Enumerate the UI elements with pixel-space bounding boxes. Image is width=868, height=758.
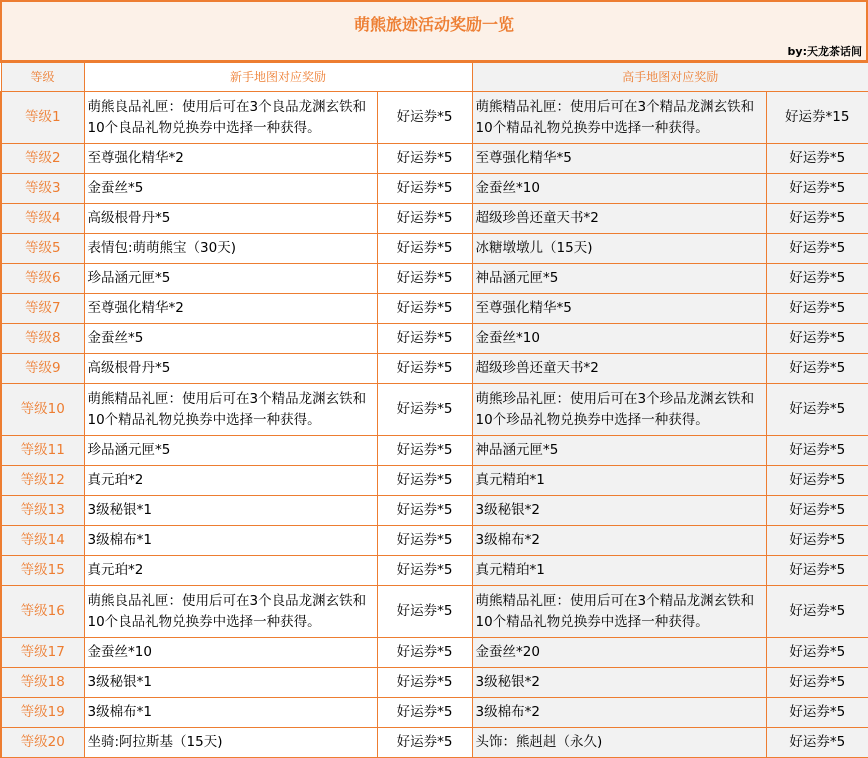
novice-bonus-cell: 好运券*5 (377, 496, 472, 526)
novice-reward-cell: 萌熊精品礼匣：使用后可在3个精品龙渊玄铁和10个精品礼物兑换券中选择一种获得。 (84, 384, 377, 436)
expert-bonus-cell: 好运券*5 (766, 436, 868, 466)
table-row (1, 264, 868, 294)
expert-bonus-cell: 好运券*5 (766, 264, 868, 294)
table-row (1, 638, 868, 668)
column-header-expert: 高手地图对应奖励 (472, 63, 868, 92)
expert-bonus-cell: 好运券*5 (766, 728, 868, 758)
novice-reward-cell: 至尊强化精华*2 (84, 294, 377, 324)
table-row (1, 466, 868, 496)
table-row (1, 728, 868, 758)
page-title: 萌熊旅迹活动奖励一览 (353, 15, 514, 34)
novice-bonus-cell: 好运券*5 (377, 324, 472, 354)
novice-bonus-cell: 好运券*5 (377, 354, 472, 384)
novice-bonus-cell: 好运券*5 (377, 204, 472, 234)
table-row (1, 436, 868, 466)
novice-bonus-cell: 好运券*5 (377, 556, 472, 586)
novice-reward-cell: 金蚕丝*5 (84, 324, 377, 354)
table-row (1, 668, 868, 698)
novice-reward-cell: 萌熊良品礼匣：使用后可在3个良品龙渊玄铁和10个良品礼物兑换券中选择一种获得。 (84, 586, 377, 638)
expert-reward-cell: 神品涵元匣*5 (472, 264, 766, 294)
expert-bonus-cell: 好运券*5 (766, 324, 868, 354)
expert-reward-cell: 金蚕丝*10 (472, 174, 766, 204)
novice-reward-cell: 3级秘银*1 (84, 496, 377, 526)
expert-bonus-cell: 好运券*5 (766, 144, 868, 174)
level-cell: 等级10 (1, 384, 84, 436)
expert-reward-cell: 真元精珀*1 (472, 556, 766, 586)
level-cell: 等级14 (1, 526, 84, 556)
novice-reward-cell: 3级秘银*1 (84, 668, 377, 698)
expert-reward-cell: 萌熊精品礼匣：使用后可在3个精品龙渊玄铁和10个精品礼物兑换券中选择一种获得。 (472, 586, 766, 638)
table-row (1, 294, 868, 324)
expert-reward-cell: 3级棉布*2 (472, 698, 766, 728)
table-row (1, 496, 868, 526)
novice-bonus-cell: 好运券*5 (377, 144, 472, 174)
level-cell: 等级3 (1, 174, 84, 204)
novice-reward-cell: 至尊强化精华*2 (84, 144, 377, 174)
novice-bonus-cell: 好运券*5 (377, 728, 472, 758)
level-cell: 等级18 (1, 668, 84, 698)
expert-bonus-cell: 好运券*5 (766, 204, 868, 234)
table-row (1, 698, 868, 728)
reward-table (0, 62, 868, 758)
column-header-novice: 新手地图对应奖励 (84, 63, 472, 92)
expert-bonus-cell: 好运券*5 (766, 556, 868, 586)
novice-reward-cell: 真元珀*2 (84, 466, 377, 496)
expert-bonus-cell: 好运券*15 (766, 92, 868, 144)
novice-reward-cell: 珍品涵元匣*5 (84, 264, 377, 294)
level-cell: 等级11 (1, 436, 84, 466)
expert-reward-cell: 至尊强化精华*5 (472, 144, 766, 174)
level-cell: 等级20 (1, 728, 84, 758)
table-row (1, 586, 868, 638)
expert-reward-cell: 金蚕丝*20 (472, 638, 766, 668)
novice-reward-cell: 表情包:萌萌熊宝（30天) (84, 234, 377, 264)
novice-reward-cell: 萌熊良品礼匣：使用后可在3个良品龙渊玄铁和10个良品礼物兑换券中选择一种获得。 (84, 92, 377, 144)
title-banner (0, 0, 868, 63)
novice-bonus-cell: 好运券*5 (377, 234, 472, 264)
novice-reward-cell: 真元珀*2 (84, 556, 377, 586)
level-cell: 等级12 (1, 466, 84, 496)
novice-bonus-cell: 好运券*5 (377, 698, 472, 728)
table-row (1, 384, 868, 436)
novice-bonus-cell: 好运券*5 (377, 92, 472, 144)
expert-bonus-cell: 好运券*5 (766, 586, 868, 638)
expert-reward-cell: 金蚕丝*10 (472, 324, 766, 354)
expert-reward-cell: 萌熊精品礼匣：使用后可在3个精品龙渊玄铁和10个精品礼物兑换券中选择一种获得。 (472, 92, 766, 144)
level-cell: 等级5 (1, 234, 84, 264)
table-row (1, 92, 868, 144)
novice-reward-cell: 3级棉布*1 (84, 698, 377, 728)
level-cell: 等级9 (1, 354, 84, 384)
table-row (1, 234, 868, 264)
expert-reward-cell: 神品涵元匣*5 (472, 436, 766, 466)
novice-bonus-cell: 好运券*5 (377, 174, 472, 204)
table-row (1, 354, 868, 384)
level-cell: 等级4 (1, 204, 84, 234)
expert-bonus-cell: 好运券*5 (766, 698, 868, 728)
column-header-level: 等级 (1, 63, 84, 92)
table-row (1, 556, 868, 586)
level-cell: 等级7 (1, 294, 84, 324)
novice-reward-cell: 3级棉布*1 (84, 526, 377, 556)
novice-reward-cell: 高级根骨丹*5 (84, 204, 377, 234)
expert-bonus-cell: 好运券*5 (766, 174, 868, 204)
table-row (1, 526, 868, 556)
expert-reward-cell: 冰糖墩墩儿（15天) (472, 234, 766, 264)
expert-reward-cell: 真元精珀*1 (472, 466, 766, 496)
novice-reward-cell: 珍品涵元匣*5 (84, 436, 377, 466)
expert-reward-cell: 3级秘银*2 (472, 668, 766, 698)
level-cell: 等级8 (1, 324, 84, 354)
novice-reward-cell: 高级根骨丹*5 (84, 354, 377, 384)
novice-bonus-cell: 好运券*5 (377, 526, 472, 556)
table-row (1, 144, 868, 174)
table-row (1, 324, 868, 354)
expert-reward-cell: 3级棉布*2 (472, 526, 766, 556)
novice-reward-cell: 坐骑:阿拉斯基（15天) (84, 728, 377, 758)
level-cell: 等级17 (1, 638, 84, 668)
novice-reward-cell: 金蚕丝*10 (84, 638, 377, 668)
level-cell: 等级19 (1, 698, 84, 728)
novice-bonus-cell: 好运券*5 (377, 436, 472, 466)
level-cell: 等级15 (1, 556, 84, 586)
level-cell: 等级1 (1, 92, 84, 144)
expert-bonus-cell: 好运券*5 (766, 234, 868, 264)
expert-reward-cell: 3级秘银*2 (472, 496, 766, 526)
level-cell: 等级2 (1, 144, 84, 174)
novice-bonus-cell: 好运券*5 (377, 668, 472, 698)
novice-reward-cell: 金蚕丝*5 (84, 174, 377, 204)
expert-bonus-cell: 好运券*5 (766, 638, 868, 668)
expert-bonus-cell: 好运券*5 (766, 668, 868, 698)
table-row (1, 204, 868, 234)
novice-bonus-cell: 好运券*5 (377, 466, 472, 496)
expert-bonus-cell: 好运券*5 (766, 466, 868, 496)
novice-bonus-cell: 好运券*5 (377, 586, 472, 638)
expert-reward-cell: 至尊强化精华*5 (472, 294, 766, 324)
expert-bonus-cell: 好运券*5 (766, 384, 868, 436)
expert-reward-cell: 超级珍兽还童天书*2 (472, 354, 766, 384)
author-credit: by:天龙茶话间 (787, 45, 862, 58)
expert-reward-cell: 萌熊珍品礼匣：使用后可在3个珍品龙渊玄铁和10个珍品礼物兑换券中选择一种获得。 (472, 384, 766, 436)
table-header-row (1, 63, 868, 92)
expert-bonus-cell: 好运券*5 (766, 354, 868, 384)
expert-bonus-cell: 好运券*5 (766, 294, 868, 324)
novice-bonus-cell: 好运券*5 (377, 638, 472, 668)
novice-bonus-cell: 好运券*5 (377, 384, 472, 436)
level-cell: 等级6 (1, 264, 84, 294)
table-row (1, 174, 868, 204)
expert-bonus-cell: 好运券*5 (766, 496, 868, 526)
expert-reward-cell: 超级珍兽还童天书*2 (472, 204, 766, 234)
novice-bonus-cell: 好运券*5 (377, 294, 472, 324)
novice-bonus-cell: 好运券*5 (377, 264, 472, 294)
expert-bonus-cell: 好运券*5 (766, 526, 868, 556)
level-cell: 等级13 (1, 496, 84, 526)
expert-reward-cell: 头饰：熊赳赳（永久) (472, 728, 766, 758)
level-cell: 等级16 (1, 586, 84, 638)
